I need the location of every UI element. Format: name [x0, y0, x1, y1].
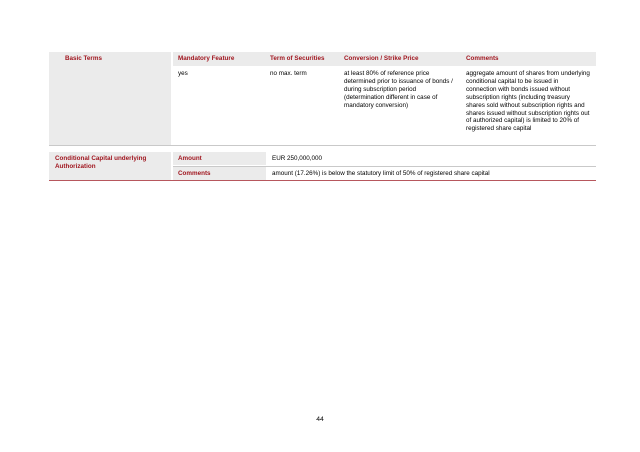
term-of-securities-header: Term of Securities — [270, 55, 325, 62]
amount-row-rule — [173, 166, 596, 167]
comments-label: Comments — [178, 170, 211, 177]
term-of-securities-value: no max. term — [270, 70, 307, 77]
conversion-strike-price-value: at least 80% of reference price determined prior to issuance of bonds / during subscription period (determination different in case of mandatory conversion) — [344, 70, 453, 109]
page-number: 44 — [316, 416, 324, 423]
comments-value: aggregate amount of shares from underlying conditional capital to be issued in connection with bonds issued without subscription rights (including treasury shares sold without subscription rights and shares issued without subscription rights out of authorized capital) is limited to 20% of registered share capital — [466, 70, 590, 133]
basic-terms-label: Basic Terms — [65, 55, 102, 62]
comments-header: Comments — [466, 55, 499, 62]
conditional-capital-bottom-rule — [49, 180, 596, 181]
conversion-strike-price-header: Conversion / Strike Price — [344, 55, 419, 62]
comments-value-conditional: amount (17.26%) is below the statutory limit of 50% of registered share capital — [272, 170, 490, 177]
conditional-capital-label: Conditional Capital underlying Authorization — [55, 155, 147, 170]
amount-label: Amount — [178, 155, 202, 162]
mandatory-feature-value: yes — [178, 70, 188, 77]
basic-terms-bottom-rule — [49, 145, 596, 146]
basic-terms-label-bg — [49, 52, 171, 145]
mandatory-feature-header: Mandatory Feature — [178, 55, 235, 62]
amount-value: EUR 250,000,000 — [272, 155, 323, 162]
